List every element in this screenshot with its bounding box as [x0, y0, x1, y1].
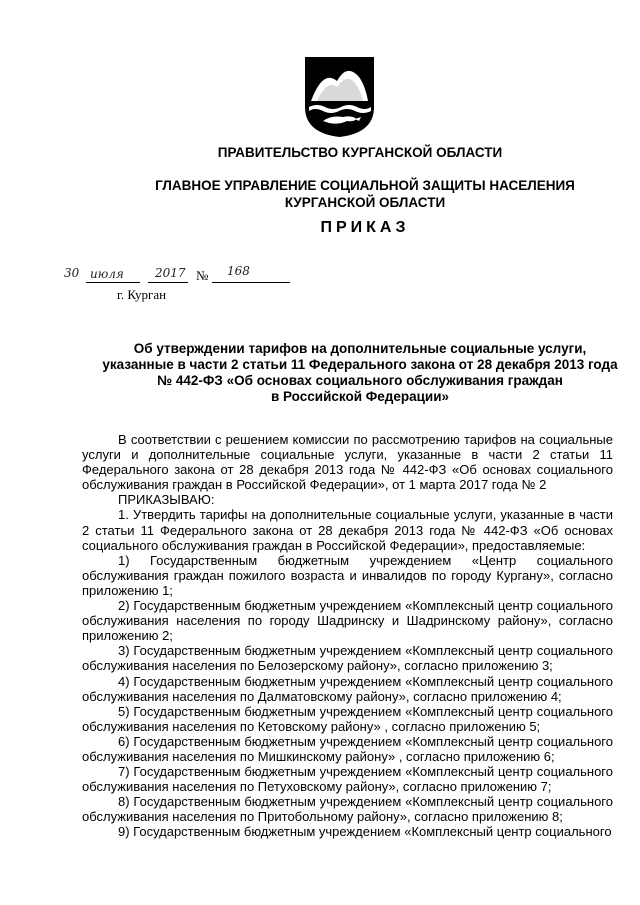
subitem-paragraph: 4) Государственным бюджетным учреждением «Комплексный центр социального обслуживания населения по Далматовскому району», согласно приложению 4;: [82, 673, 613, 704]
title-line: Об утверждении тарифов на дополнительные социальные услуги,: [133, 341, 587, 356]
city-name: г. Курган: [117, 287, 167, 302]
date-day: 30: [64, 266, 80, 280]
number-sign: №: [196, 268, 209, 283]
subitem-paragraph: 6) Государственным бюджетным учреждением «Комплексный центр социального обслуживания населения по Мишкинскому району» , согласно приложению 6;: [82, 733, 613, 764]
date-number-line: [62, 266, 302, 286]
subitem-paragraph: 5) Государственным бюджетным учреждением «Комплексный центр социального обслуживания населения по Кетовскому району» , согласно приложению 5;: [82, 703, 613, 734]
subitem-paragraph: 9) Государственным бюджетным учреждением «Комплексный центр социального: [118, 824, 612, 840]
document-type: ПРИКАЗ: [320, 219, 410, 236]
order-word: ПРИКАЗЫВАЮ:: [118, 492, 215, 508]
subitem-paragraph: 8) Государственным бюджетным учреждением «Комплексный центр социального обслуживания населения по Притобольному району», согласно приложению 8;: [82, 794, 613, 825]
department-name-line2: КУРГАНСКОЙ ОБЛАСТИ: [284, 195, 446, 210]
order-number: 168: [227, 264, 250, 278]
item-1-paragraph: 1. Утвердить тарифы на дополнительные социальные услуги, указанные в части 2 статьи 11 Федерального закона от 28 декабря 2013 года № 442-ФЗ «Об основах социального обслуживания граждан в Российской Федерации», предоставляемые:: [82, 507, 613, 553]
title-line: № 442-ФЗ «Об основах социального обслуживания граждан: [157, 373, 563, 388]
document-title: [95, 341, 625, 405]
title-line: в Российской Федерации»: [270, 389, 450, 404]
document-body: [82, 432, 613, 840]
subitem-paragraph: 1) Государственным бюджетным учреждением «Центр социального обслуживания граждан пожилого возраста и инвалидов по городу Кургану», согласно приложению 1;: [82, 552, 613, 598]
title-line: указанные в части 2 статьи 11 Федерального закона от 28 декабря 2013 года: [102, 357, 618, 372]
subitem-paragraph: 3) Государственным бюджетным учреждением «Комплексный центр социального обслуживания населения по Белозерскому району», согласно приложению 3;: [82, 643, 613, 674]
preamble-paragraph: В соответствии с решением комиссии по рассмотрению тарифов на социальные услуги и дополнительные социальные услуги, указанные в части 2 статьи 11 Федерального закона от 28 декабря 2013 года № 442-ФЗ «Об основах социального обслуживания граждан в Российской Федерации», от 1 марта 2017 года № 2: [82, 432, 613, 493]
coat-of-arms-emblem: [303, 55, 376, 139]
government-name: ПРАВИТЕЛЬСТВО КУРГАНСКОЙ ОБЛАСТИ: [217, 145, 503, 160]
subitem-paragraph: 2) Государственным бюджетным учреждением «Комплексный центр социального обслуживания населения по городу Шадринску и Шадринскому району», согласно приложению 2;: [82, 598, 613, 644]
department-name-line1: ГЛАВНОЕ УПРАВЛЕНИЕ СОЦИАЛЬНОЙ ЗАЩИТЫ НАСЕЛЕНИЯ: [155, 178, 575, 193]
date-month: июля: [90, 267, 124, 281]
date-year: 2017: [155, 266, 186, 280]
department-name: [110, 177, 620, 211]
subitem-paragraph: 7) Государственным бюджетным учреждением «Комплексный центр социального обслуживания населения по Петуховскому району», согласно приложению 7;: [82, 764, 613, 795]
